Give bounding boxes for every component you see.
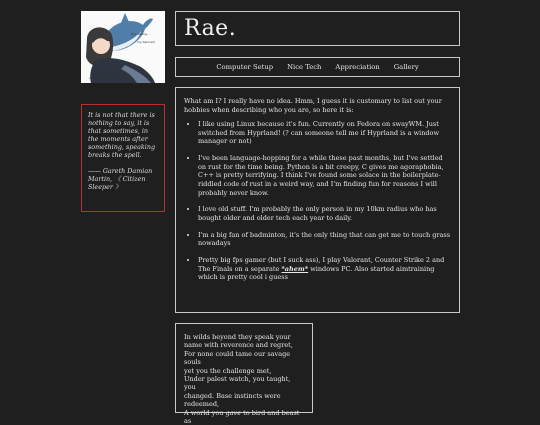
- quote-text: It is not that there is nothing to say, it is that sometimes, in the moments after something, speaking breaks the spell.: [88, 111, 156, 160]
- site-title: Rae.: [184, 16, 237, 41]
- poem-last-emphasis: gave: [225, 408, 242, 417]
- hobby-item-languages: • I've been language-hopping for a while these past months, but I've settled on rust for the time being. Python is a bit creepy, C gives me agoraphobia, C++ is pretty terrifying. I think I've found some solace in the boilerplate-riddled code of rust in a weird way, and I'm finding fun for reasons I will probably never know.: [198, 154, 451, 197]
- poem-last-before: A world you: [184, 408, 226, 417]
- hobby-fps-emphasis: *ahem*: [281, 264, 309, 273]
- site-header: [175, 11, 460, 46]
- poem-line: Under palest watch, you taught, you: [184, 375, 291, 392]
- nav-nice-tech[interactable]: Nice Tech: [287, 63, 322, 71]
- poem-line: changed. Base instincts were: [184, 391, 281, 400]
- nav-appreciation[interactable]: Appreciation: [335, 63, 380, 71]
- poem-box: [175, 323, 313, 425]
- avatar-caption-1: the lifeling...: [131, 32, 150, 36]
- avatar-caption-4: cute girls love the lifeling: [89, 76, 128, 80]
- poem-line: [184, 409, 304, 425]
- quote-attribution: —— Gareth Damian Martin, 《 Citizen Sleeper 》: [88, 166, 153, 191]
- hobby-item-fps: [198, 256, 451, 282]
- hobby-list: [184, 120, 451, 282]
- hobby-item-linux: • I like using Linux because it's fun. Currently on Fedora on swayWM. Just switched from Hyprland! (? can someone tell me if Hyprland is a window manager or not): [198, 120, 451, 146]
- poem-line: For none could tame our savage souls: [184, 349, 291, 367]
- hobby-fps-text-before: Pretty big fps gamer (but I suck ass), I play Valorant, Counter Strike 2 and The Finals on a separate: [198, 256, 445, 273]
- hobby-item-badminton: • I'm a big fan of badminton, it's the only thing that can get me to touch grass nowadays: [198, 231, 451, 248]
- about-section: [175, 87, 460, 313]
- about-intro: What am I? I really have no idea. Hmm, I guess it is customary to list out your hobbies when describing who you are, so here it is:: [184, 97, 442, 114]
- profile-avatar: [81, 11, 165, 83]
- avatar-caption-3: shanky friend :3: [95, 72, 120, 76]
- nav-computer-setup[interactable]: Computer Setup: [216, 63, 274, 71]
- avatar-caption-2: my beloved: [137, 40, 155, 44]
- poem-last-after: to bird and beast as: [184, 408, 300, 425]
- avatar-illustration: [81, 11, 165, 83]
- poem-line: redeemed,: [184, 400, 220, 409]
- poem-line: name with reverence and regret,: [184, 341, 293, 350]
- hobby-fps-text-after: windows PC. Also started aimtraining which is pretty cool i guess: [198, 264, 435, 282]
- poem-line: yet you the challenge met,: [184, 366, 272, 375]
- hobby-item-old-stuff: • I love old stuff. I'm probably the only person in my 10km radius who has bought older and older tech each year to daily.: [198, 205, 451, 222]
- quote-box: [81, 104, 165, 212]
- main-nav: [175, 57, 460, 77]
- nav-gallery[interactable]: Gallery: [393, 63, 419, 71]
- poem-line: In wilds beyond they speak your: [184, 333, 291, 341]
